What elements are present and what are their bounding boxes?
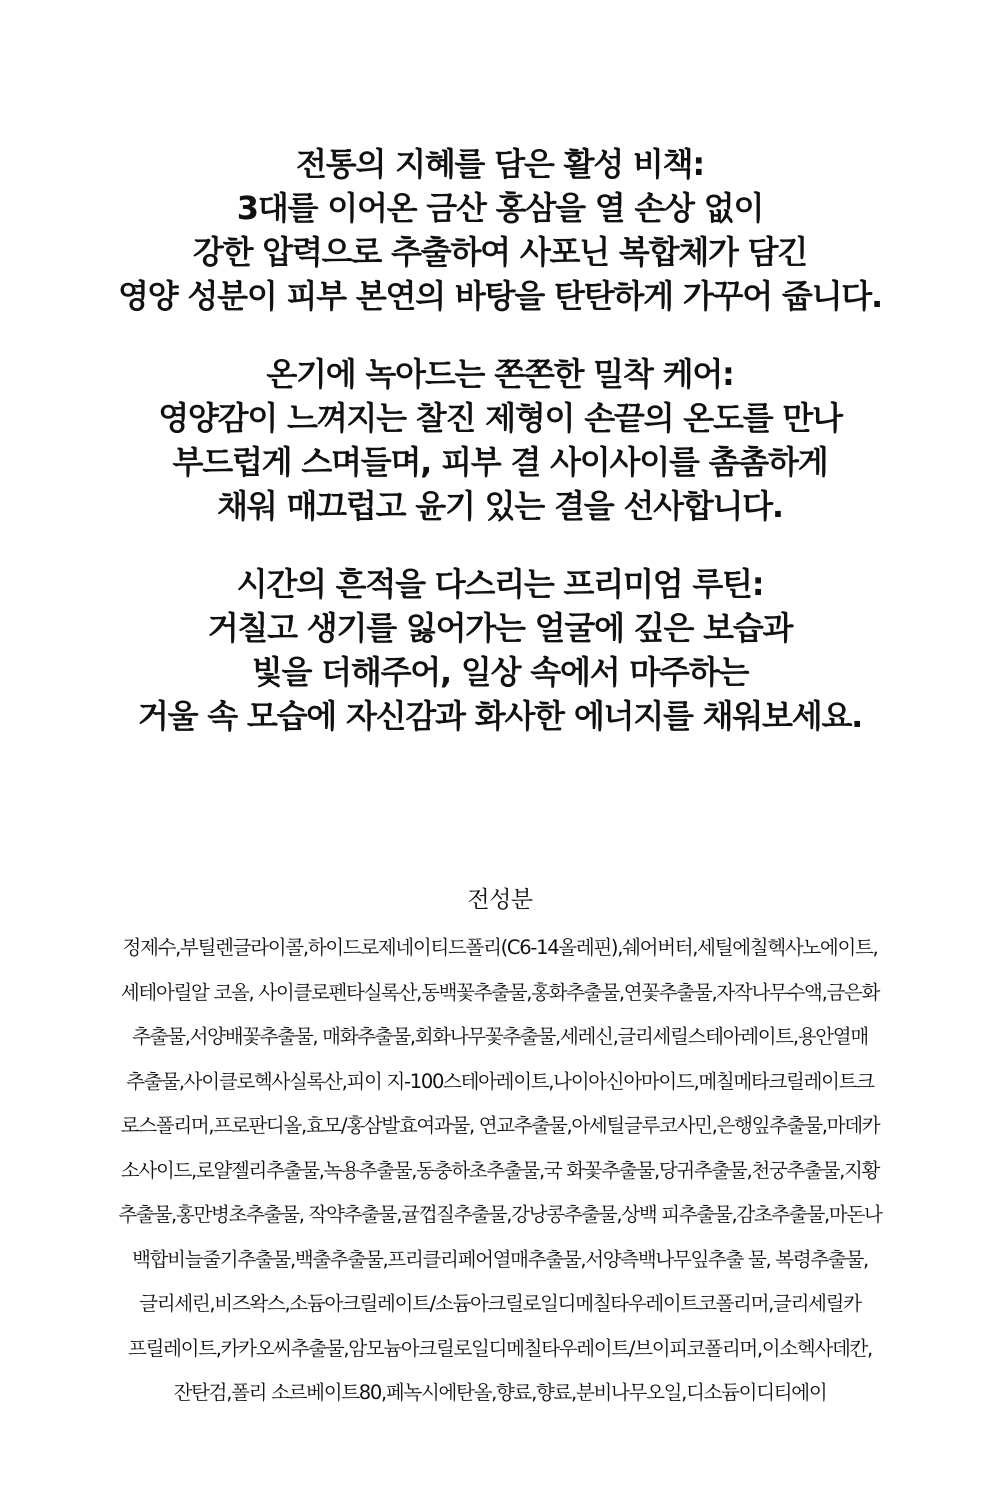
description-line: 거울 속 모습에 자신감과 화사한 에너지를 채워보세요.	[137, 697, 863, 735]
ingredients-line: 소사이드,로얄젤리추출물,녹용추출물,동충하초추출물,국 화꽃추출물,당귀추출물,천궁추출물,지황	[120, 1158, 880, 1182]
ingredients-line: 프릴레이트,카카오씨추출물,암모늄아크릴로일디메칠타우레이트/브이피코폴리머,이소헥사데칸,	[128, 1336, 872, 1360]
description-line: 채워 매끄럽고 윤기 있는 결을 선사합니다.	[217, 487, 783, 525]
ingredients-line: 추출물,사이클로헥사실록산,피이 지-100스테아레이트,나이아신아마이드,메칠메타크릴레이트크	[126, 1069, 874, 1093]
ingredients-line: 추출물,서양배꽃추출물, 매화추출물,회화나무꽃추출물,세레신,글리세릴스테아레이트,용안열매	[132, 1025, 868, 1048]
ingredients-line: 로스폴리머,프로판디올,효모/홍삼발효여과물, 연교추출물,아세틸글루코사민,은행잎추출물,마데카	[120, 1114, 880, 1137]
description-line: 영양감이 느껴지는 찰진 제형이 손끝의 온도를 만나	[158, 399, 842, 437]
description-line: 빛을 더해주어, 일상 속에서 마주하는	[251, 653, 749, 691]
ingredients-line: 정제수,부틸렌글라이콜,하이드로제네이티드폴리(C6-14올레핀),쉐어버터,세틸에칠헥사노에이트,	[122, 936, 878, 959]
ingredients-section	[40, 878, 960, 1416]
description-paragraph-routine	[40, 562, 960, 738]
description-line: 시간의 흔적을 다스리는 프리미엄 루틴:	[236, 565, 764, 603]
ingredients-line: 백합비늘줄기추출물,백출추출물,프리클리페어열매추출물,서양측백나무잎추출 물, 복령추출물,	[132, 1247, 868, 1271]
description-paragraph-texture	[40, 352, 960, 528]
product-description	[40, 142, 960, 772]
description-line: 강한 압력으로 추출하여 사포닌 복합체가 담긴	[192, 233, 808, 271]
ingredients-title: 전성분	[467, 887, 533, 913]
ingredients-line: 세테아릴알 코올, 사이클로펜타실록산,동백꽃추출물,홍화추출물,연꽃추출물,자작나무수액,금은화	[120, 980, 880, 1004]
ingredients-line: 잔탄검,폴리 소르베이트80,페녹시에탄올,향료,향료,분비나무오일,디소듐이디티에이	[173, 1381, 827, 1404]
description-paragraph-heritage	[40, 142, 960, 318]
description-line: 영양 성분이 피부 본연의 바탕을 탄탄하게 가꾸어 줍니다.	[118, 277, 882, 315]
ingredients-line: 글리세린,비즈왁스,소듐아크릴레이트/소듐아크릴로일디메칠타우레이트코폴리머,글리세릴카	[139, 1292, 861, 1315]
description-line: 부드럽게 스며들며, 피부 결 사이사이를 촘촘하게	[172, 443, 828, 481]
description-line: 온기에 녹아드는 쫀쫀한 밀착 케어:	[266, 355, 734, 393]
description-line: 거칠고 생기를 잃어가는 얼굴에 깊은 보습과	[207, 609, 793, 647]
ingredients-line: 추출물,홍만병초추출물, 작약추출물,귤껍질추출물,강낭콩추출물,상백 피추출물,감초추출물,마돈나	[118, 1203, 882, 1226]
description-line: 3대를 이어온 금산 홍삼을 열 손상 없이	[236, 189, 764, 227]
description-line: 전통의 지혜를 담은 활성 비책:	[296, 145, 704, 183]
